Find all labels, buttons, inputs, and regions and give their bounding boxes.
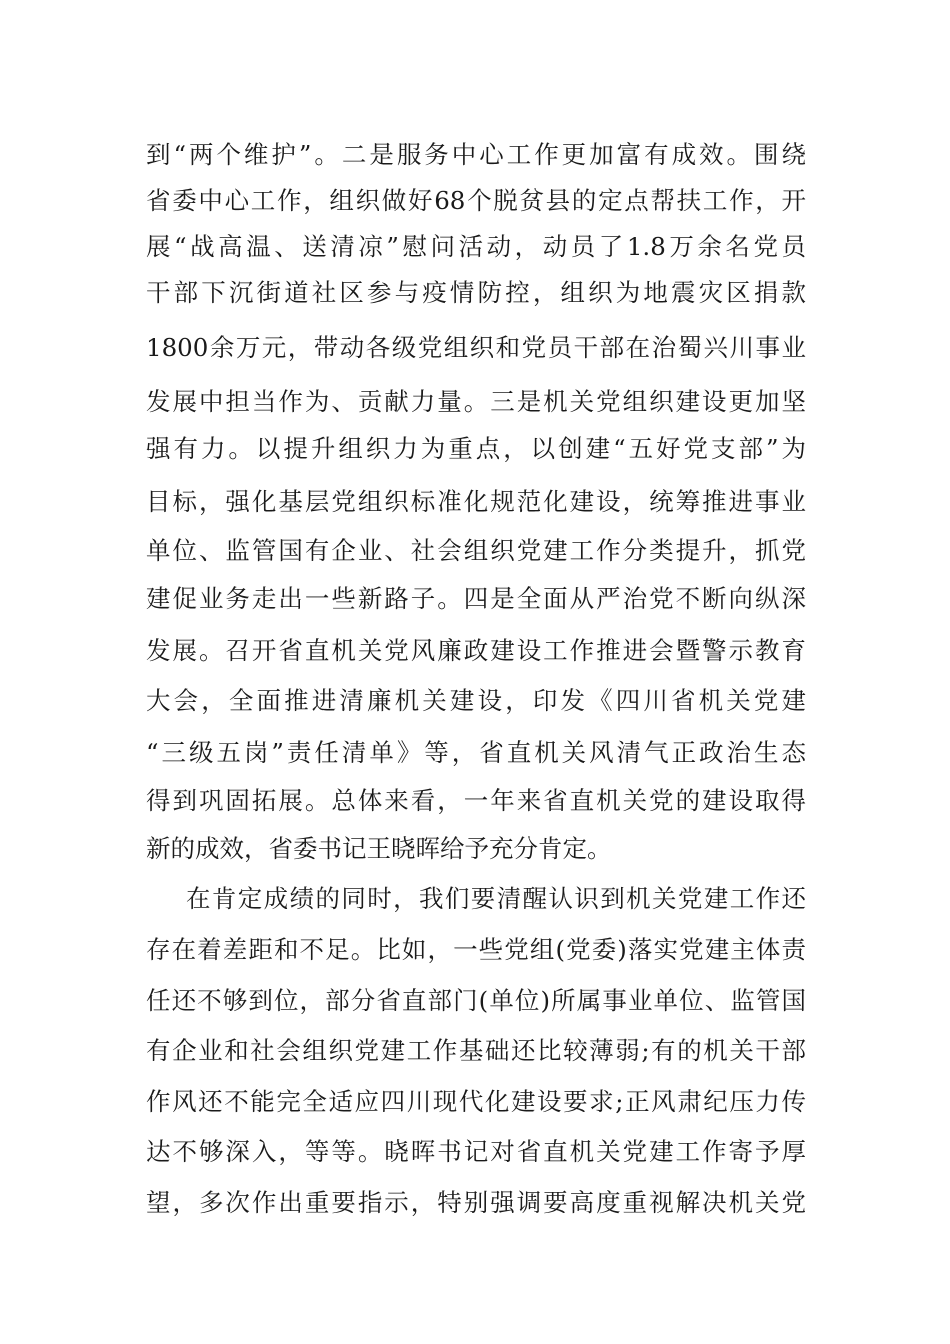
text-line: 建促业务走出一些新路子。四是全面从严治党不断向纵深 — [146, 584, 806, 613]
text-line: 1800余万元，带动各级党组织和党员干部在治蜀兴川事业 — [146, 333, 806, 362]
paragraph-first-line: 在肯定成绩的同时，我们要清醒认识到机关党建工作还 — [186, 884, 806, 913]
text-line: 单位、监管国有企业、社会组织党建工作分类提升，抓党 — [146, 536, 806, 565]
text-line: 有企业和社会组织党建工作基础还比较薄弱;有的机关干部 — [146, 1036, 806, 1065]
text-line: 作风还不能完全适应四川现代化建设要求;正风肃纪压力传 — [146, 1087, 806, 1116]
text-line: 省委中心工作，组织做好68个脱贫县的定点帮扶工作，开 — [146, 186, 806, 215]
text-line: 得到巩固拓展。总体来看，一年来省直机关党的建设取得 — [146, 786, 806, 815]
text-line: 存在着差距和不足。比如，一些党组(党委)落实党建主体责 — [146, 935, 806, 964]
text-line: 望，多次作出重要指示，特别强调要高度重视解决机关党 — [146, 1188, 806, 1217]
text-line: 强有力。以提升组织力为重点，以创建“五好党支部”为 — [146, 434, 806, 463]
text-line: 任还不够到位，部分省直部门(单位)所属事业单位、监管国 — [146, 986, 806, 1015]
text-line: 目标，强化基层党组织标准化规范化建设，统筹推进事业 — [146, 487, 806, 516]
text-line: 干部下沉街道社区参与疫情防控，组织为地震灾区捐款 — [146, 278, 806, 307]
text-line: 大会，全面推进清廉机关建设，印发《四川省机关党建 — [146, 686, 806, 715]
text-line: 发展。召开省直机关党风廉政建设工作推进会暨警示教育 — [146, 636, 806, 665]
text-line: 到“两个维护”。二是服务中心工作更加富有成效。围绕 — [146, 140, 806, 169]
text-line: 新的成效，省委书记王晓晖给予充分肯定。 — [146, 834, 612, 863]
text-line: 发展中担当作为、贡献力量。三是机关党组织建设更加坚 — [146, 387, 806, 416]
text-line: “三级五岗”责任清单》等，省直机关风清气正政治生态 — [146, 738, 806, 767]
text-line: 达不够深入，等等。晓晖书记对省直机关党建工作寄予厚 — [146, 1137, 806, 1166]
text-line: 展“战高温、送清凉”慰问活动，动员了1.8万余名党员 — [146, 232, 806, 261]
